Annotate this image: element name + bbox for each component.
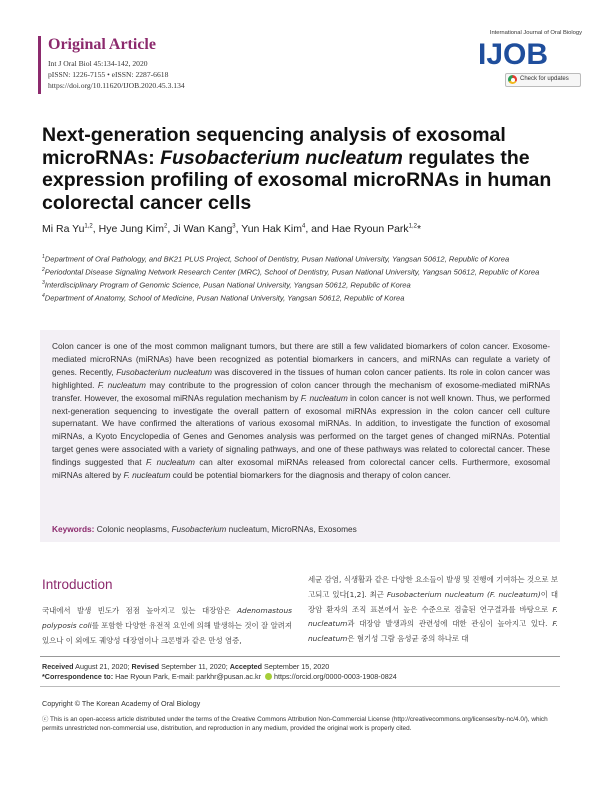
section-heading-introduction: Introduction	[42, 577, 113, 592]
author-affiliation-mark: 3	[232, 223, 236, 230]
italic-term: F. nucleatum	[308, 604, 558, 629]
text-run: could be potential biomarkers for the diagnosis and therapy of colon cancer.	[170, 470, 451, 481]
affiliation-number: 1	[42, 254, 45, 260]
italic-term: Adenomastous polyposis coli	[42, 606, 292, 630]
text-run: 과 대장암 발생과의 관련성에 대한 관심이 높아지고 있다.	[347, 619, 553, 629]
body-column-left	[42, 604, 292, 648]
text-run: 를 포함한 다양한 유전적 요인에 의해 발생하는 것이 잘 알려져 있으나 이 외에도 궤양성 대장염이나 크론병과 같은 만성 염증,	[42, 620, 292, 645]
footer-divider-2	[40, 686, 560, 687]
italic-term: Fusobacterium	[171, 524, 227, 534]
text-run: was discovered in the tissues of human colon cancer patients. Its role in colon cancer was highlighted.	[52, 366, 550, 390]
journal-name: International Journal of Oral Biology	[489, 30, 582, 36]
header-accent-bar	[38, 36, 41, 94]
affiliations	[42, 252, 562, 305]
author-separator: ,	[92, 223, 99, 235]
italic-term: F. nucleatum	[308, 619, 558, 644]
correspondence-line: *Correspondence to: Hae Ryoun Park, E-mail: parkhr@pusan.ac.kr https://orcid.org/0000-0003-1908-0824	[42, 672, 397, 681]
affiliation-text: Interdisciplinary Program of Genomic Science, Pusan National University, Yangsan 50612, Republic of Korea	[44, 280, 411, 290]
author-name: Hye Jung Kim	[98, 223, 164, 235]
author-affiliation-mark: 4	[302, 223, 306, 230]
italic-term: F. nucleatum	[97, 379, 146, 390]
dates-line: Received August 21, 2020; Revised September 11, 2020; Accepted September 15, 2020	[42, 662, 330, 671]
italic-term: F. nucleatum	[300, 392, 348, 403]
check-for-updates-label: Check for updates	[520, 76, 569, 82]
author-name: Mi Ra Yu	[42, 223, 85, 235]
text-run: Colon cancer is one of the most common malignant tumors, but there are still a few validated biomarkers of colon cancer. Exosome-mediated microRNAs (miRNAs) have been recognized as potential biomarkers in cancers, and miRNAs can regulate a variety of genes. Recently,	[52, 341, 550, 377]
author-name: Hae Ryoun Park	[331, 223, 409, 235]
affiliation-number: 2	[42, 267, 45, 274]
author-list	[42, 223, 562, 235]
license-text: ⓒ This is an open-access article distributed under the terms of the Creative Commons Attribution Non-Commercial License (http://creativecommons.org/licenses/by-nc/4.0/), which permits unrestricted non-commercial use, distribution, and reproduction in any medium, provided the original work is properly cited.	[42, 716, 548, 732]
affiliation-number: 3	[42, 280, 45, 287]
italic-term: F. nucleatum	[145, 457, 195, 468]
affiliation	[42, 252, 562, 265]
affiliation-text: Department of Anatomy, School of Medicine, Pusan National University, Yangsan 50612, Republic of Korea	[44, 293, 405, 303]
italic-term: F. nucleatum	[123, 470, 171, 481]
body-column-right	[308, 573, 558, 647]
doi-link[interactable]: https://doi.org/10.11620/IJOB.2020.45.3.134	[48, 81, 185, 90]
footer-divider	[40, 656, 560, 657]
author-name: Ji Wan Kang	[173, 223, 233, 235]
italic-term: Fusobacterium nucleatum (F. nucleatum)	[386, 589, 541, 599]
text-run: 이 대장암 환자의 조직 표본에서 높은 수준으로 검출된 연구결과를 바탕으로	[308, 589, 558, 614]
text-run: 국내에서 발생 빈도가 점점 높아지고 있는 대장암은	[42, 606, 237, 615]
author-separator: ,	[167, 223, 174, 235]
author-affiliation-mark: 1,2	[84, 223, 93, 230]
orcid-icon	[265, 673, 272, 680]
author-separator: ,	[235, 223, 242, 235]
abstract-text	[52, 340, 550, 482]
text-run: in colon cancer is not well known. Thus, we performed next-generation sequencing to investigate the overall pattern of exosomal miRNAs expression in the colon cancer cell culture supernatant. We have confirmed the alterations of various exosomal miRNAs. In addition, to investigate the function of exosomal miRNAs, a Kyoto Encyclopedia of Genes and Genomes analysis was performed on the target genes of changed miRNAs. Potential target genes were associated with a variety of signaling pathways, and one of these pathways was related to colorectal cancer. These findings suggested that	[52, 392, 551, 468]
affiliation	[42, 265, 562, 278]
affiliation-text: Periodontal Disease Signaling Network Research Center (MRC), School of Dentistry, Pusan National University, Yangsan 50612, Republic of Korea	[44, 267, 540, 277]
author-affiliation-mark: 2	[163, 223, 168, 230]
article-title: Next-generation sequencing analysis of exosomal microRNAs: Fusobacterium nucleatum regulates the expression profiling of exosomal microRNAs in human colorectal cancer cells	[42, 124, 552, 214]
author-name: Yun Hak Kim	[241, 223, 302, 235]
author-affiliation-mark: 1,2	[408, 223, 418, 230]
italic-term: Fusobacterium nucleatum	[116, 366, 212, 377]
author-separator: *	[417, 223, 422, 235]
journal-logo: IJOB	[478, 38, 549, 71]
copyright: Copyright © The Korean Academy of Oral Biology	[42, 699, 201, 708]
text-run: 은 혐기성 그람 음성균 중의 하나로 대	[347, 634, 469, 644]
affiliation-number: 4	[42, 293, 45, 300]
orcid-link[interactable]: https://orcid.org/0000-0003-1908-0824	[274, 672, 397, 681]
citation: Int J Oral Biol 45:134-142, 2020	[48, 59, 148, 68]
affiliation	[42, 278, 562, 291]
article-type: Original Article	[48, 36, 156, 53]
author-separator: , and	[305, 223, 332, 235]
keywords-label: Keywords:	[52, 524, 95, 534]
text-run: 세균 감염, 식생활과 같은 다양한 요소들이 발생 및 진행에 기여하는 것으로 보고되고 있다[1,2]. 최근	[308, 575, 558, 599]
text-run: can alter exosomal miRNAs released from colorectal cancer cells. Furthermore, exosomal miRNAs altered by	[52, 457, 551, 481]
check-for-updates-button[interactable]	[505, 73, 581, 87]
text-run: Colonic neoplasms,	[94, 524, 172, 534]
text-run: nucleatum, MicroRNAs, Exosomes	[226, 524, 357, 534]
affiliation-text: Department of Oral Pathology, and BK21 PLUS Project, School of Dentistry, Pusan National University, Yangsan 50612, Republic of Korea	[44, 254, 510, 264]
crossmark-icon	[508, 75, 517, 84]
keywords	[52, 524, 550, 534]
affiliation	[42, 291, 562, 304]
text-run: may contribute to the progression of colon cancer through the mechanism of exosome-mediated miRNAs transfer. However, the exosomal miRNAs regulation mechanism by	[52, 379, 550, 403]
issn: pISSN: 1226-7155 • eISSN: 2287-6618	[48, 70, 169, 79]
